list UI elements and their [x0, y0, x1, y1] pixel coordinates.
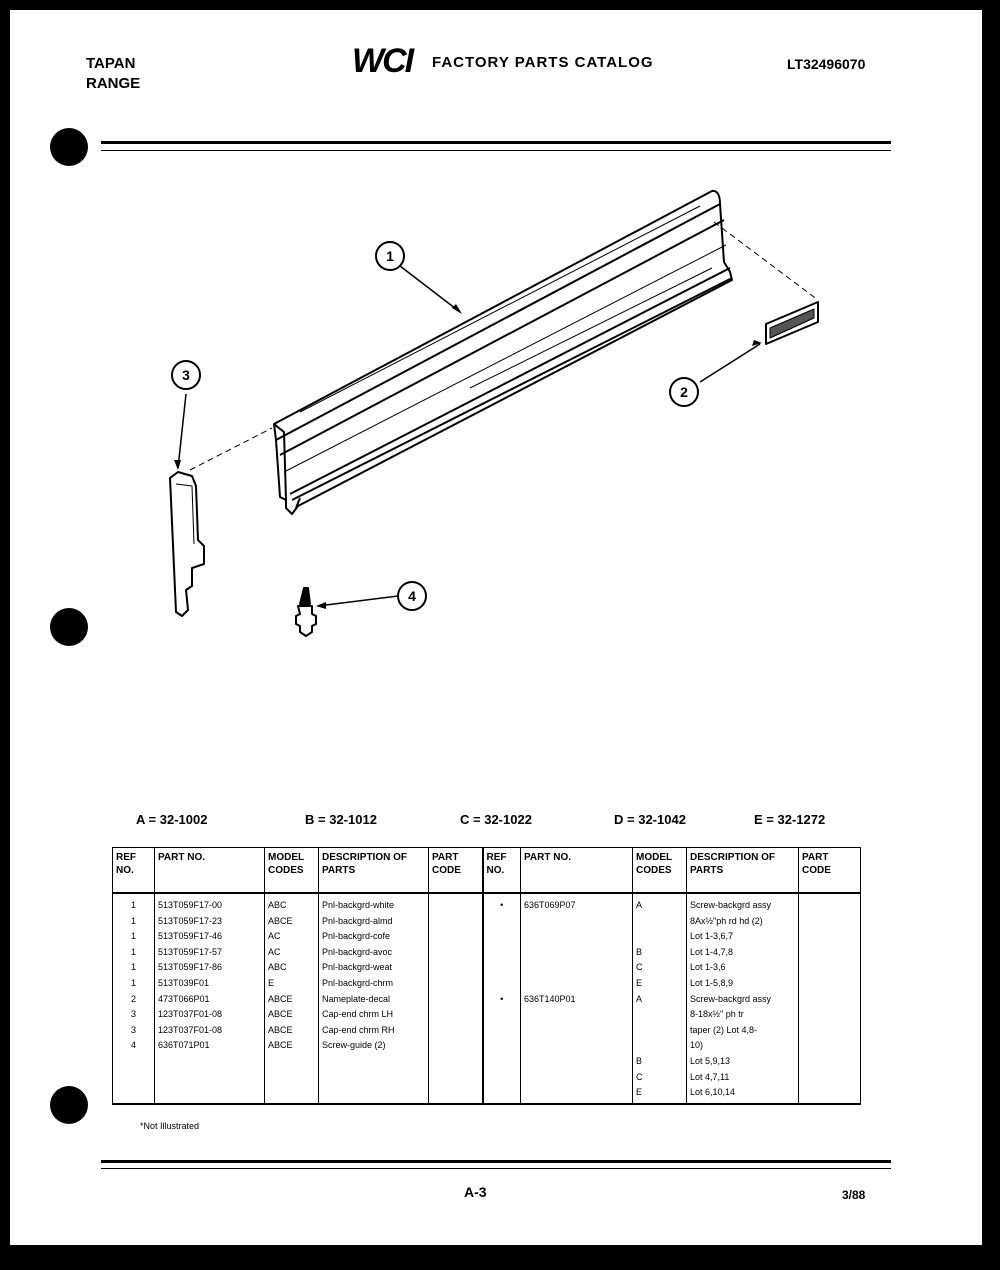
table-cell: 473T066P01 — [158, 993, 210, 1004]
product-name: RANGE — [86, 75, 141, 92]
table-cell: 513T059F17-57 — [158, 946, 223, 957]
table-cell: 1 — [130, 977, 136, 988]
header-part-code: PART CODE — [429, 848, 483, 894]
model-code-letter: C — [460, 812, 470, 827]
table-cell: AC — [268, 946, 281, 957]
model-code-e: E = 32-1272 — [754, 812, 826, 827]
footnote: *Not Illustrated — [140, 1121, 200, 1131]
table-cell: 123T037F01-08 — [158, 1009, 223, 1020]
catalog-number: LT32496070 — [787, 56, 866, 72]
table-cell: 8Ax½"ph rd hd (2) — [690, 915, 763, 926]
table-cell — [524, 1023, 629, 1039]
table-body-row — [113, 893, 861, 1104]
header-ref-no-right: REF NO. — [483, 848, 521, 894]
callout-2: 2 — [680, 384, 688, 400]
table-cell: Pnl-backgrd-avoc — [322, 946, 393, 957]
parts-table — [112, 847, 861, 1105]
table-cell: Pnl-backgrd-cofe — [322, 931, 391, 942]
model-code-letter: E — [754, 812, 763, 827]
table-cell: 513T059F17-46 — [158, 931, 223, 942]
table-cell: 4 — [130, 1040, 136, 1051]
wci-logo: WCI — [352, 42, 413, 80]
table-cell — [636, 929, 683, 945]
model-code-letter: B — [305, 812, 315, 827]
table-cell — [487, 1038, 518, 1054]
header-part-no: PART NO. — [155, 848, 265, 894]
model-code-a: A = 32-1002 — [136, 812, 208, 827]
table-cell: A — [636, 900, 643, 910]
table-cell: Cap-end chrm LH — [322, 1009, 394, 1020]
table-cell: ABCE — [268, 1024, 293, 1035]
table-cell — [487, 976, 518, 992]
table-cell: ABCE — [268, 915, 293, 926]
table-cell — [487, 1007, 518, 1023]
table-cell: taper (2) Lot 4,8- — [690, 1024, 758, 1035]
table-cell — [524, 1085, 629, 1101]
model-number: 32-1022 — [484, 812, 532, 827]
left-part-column — [155, 893, 265, 1104]
table-cell: 1 — [130, 915, 136, 926]
right-ref-column — [483, 893, 521, 1104]
backguard-panel-drawing — [274, 191, 732, 514]
table-cell — [487, 1054, 518, 1070]
table-cell: Lot 1-3,6 — [690, 962, 726, 973]
catalog-title: FACTORY PARTS CATALOG — [432, 54, 654, 71]
end-cap-drawing — [170, 472, 204, 616]
table-cell: ABCE — [268, 993, 293, 1004]
table-cell: 513T039F01 — [158, 977, 210, 988]
table-cell: 1 — [130, 962, 136, 973]
table-cell — [524, 929, 629, 945]
table-cell: A — [636, 993, 643, 1004]
table-cell: 8-18x½" ph tr — [690, 1009, 744, 1020]
model-number: 32-1042 — [638, 812, 686, 827]
table-cell: Nameplate-decal — [322, 993, 391, 1004]
table-cell: ABCE — [268, 1040, 293, 1051]
table-cell: 636T140P01 — [524, 993, 576, 1004]
table-cell: Lot 6,10,14 — [690, 1087, 736, 1098]
model-code-d: D = 32-1042 — [614, 812, 686, 827]
header-description: DESCRIPTION OF PARTS — [319, 848, 429, 894]
table-cell — [524, 945, 629, 961]
table-cell — [487, 1023, 518, 1039]
model-code-letter: A — [136, 812, 145, 827]
brand-name: TAPAN — [86, 55, 136, 72]
header-model-codes-right: MODEL CODES — [633, 848, 687, 894]
table-cell — [487, 960, 518, 976]
table-cell: AC — [268, 931, 281, 942]
table-cell: ABCE — [268, 1009, 293, 1020]
table-cell — [524, 976, 629, 992]
table-cell: C — [636, 962, 643, 973]
model-number: 32-1272 — [777, 812, 826, 827]
table-cell: Pnl-backgrd-weat — [322, 962, 393, 973]
table-cell: 513T059F17-00 — [158, 900, 223, 910]
table-cell — [524, 1007, 629, 1023]
table-cell: Lot 1-3,6,7 — [690, 931, 734, 942]
table-cell: Pnl-backgrd-chrm — [322, 977, 394, 988]
table-cell — [636, 1023, 683, 1039]
table-cell — [524, 1054, 629, 1070]
table-cell: 10) — [690, 1040, 704, 1051]
table-cell: B — [636, 1055, 643, 1066]
table-cell: Pnl-backgrd-almd — [322, 915, 393, 926]
table-cell: Lot 1-4,7,8 — [690, 946, 734, 957]
table-cell — [524, 1038, 629, 1054]
table-cell: C — [636, 1071, 643, 1082]
model-code-c: C = 32-1022 — [460, 812, 532, 827]
header-description-right: DESCRIPTION OF PARTS — [687, 848, 799, 894]
table-cell: Screw-guide (2) — [322, 1040, 386, 1051]
table-cell — [487, 945, 518, 961]
table-cell — [487, 1070, 518, 1086]
table-header-row — [113, 848, 861, 894]
table-cell: 636T071P01 — [158, 1040, 210, 1051]
left-model-column — [265, 893, 319, 1104]
footer-rule-thin — [101, 1168, 891, 1169]
table-cell — [487, 929, 518, 945]
table-cell: • — [500, 900, 504, 910]
table-cell: ABC — [268, 962, 287, 973]
model-code-b: B = 32-1012 — [305, 812, 377, 827]
table-cell: 123T037F01-08 — [158, 1024, 223, 1035]
table-cell — [524, 1070, 629, 1086]
table-cell: E — [268, 977, 275, 988]
table-cell: 1 — [130, 931, 136, 942]
right-part-column — [521, 893, 633, 1104]
table-cell — [636, 914, 683, 930]
table-cell: 3 — [130, 1024, 136, 1035]
page-number: A-3 — [464, 1184, 487, 1200]
nameplate-decal-drawing — [766, 302, 818, 344]
table-cell: Screw-backgrd assy — [690, 900, 772, 910]
table-cell — [636, 1038, 683, 1054]
screw-guide-drawing — [296, 588, 316, 636]
right-code-column — [799, 893, 861, 1104]
table-cell — [636, 1007, 683, 1023]
table-cell: 1 — [130, 946, 136, 957]
header-ref-no: REF NO. — [113, 848, 155, 894]
header-model-codes: MODEL CODES — [265, 848, 319, 894]
left-desc-column — [319, 893, 429, 1104]
footer-rule-thick — [101, 1160, 891, 1163]
table-cell — [487, 914, 518, 930]
table-cell — [524, 960, 629, 976]
table-cell: ABC — [268, 900, 287, 910]
revision-date: 3/88 — [842, 1188, 866, 1202]
callout-4: 4 — [408, 588, 416, 604]
table-cell — [487, 1085, 518, 1101]
table-cell: Cap-end chrm RH — [322, 1024, 395, 1035]
table-cell: E — [636, 977, 643, 988]
table-cell: 636T069P07 — [524, 900, 576, 910]
table-cell: Screw-backgrd assy — [690, 993, 772, 1004]
table-cell: Pnl-backgrd-white — [322, 900, 395, 910]
table-cell: E — [636, 1087, 643, 1098]
table-cell: 2 — [130, 993, 136, 1004]
table-cell: 3 — [130, 1009, 136, 1020]
table-cell: Lot 1-5,8,9 — [690, 977, 734, 988]
left-code-column — [429, 893, 483, 1104]
callout-3: 3 — [182, 367, 190, 383]
left-ref-column — [113, 893, 155, 1104]
right-model-column — [633, 893, 687, 1104]
header-part-code-right: PART CODE — [799, 848, 861, 894]
table-cell: • — [500, 993, 504, 1004]
table-cell: 1 — [130, 900, 136, 910]
callout-1: 1 — [386, 248, 394, 264]
model-code-letter: D — [614, 812, 624, 827]
model-number: 32-1002 — [159, 812, 208, 827]
table-cell — [524, 914, 629, 930]
right-desc-column — [687, 893, 799, 1104]
table-cell: 513T059F17-86 — [158, 962, 223, 973]
table-cell: B — [636, 946, 643, 957]
binder-hole-bottom — [50, 1086, 88, 1124]
model-number: 32-1012 — [329, 812, 377, 827]
table-cell: 513T059F17-23 — [158, 915, 223, 926]
table-cell: Lot 4,7,11 — [690, 1071, 730, 1082]
header-part-no-right: PART NO. — [521, 848, 633, 894]
table-cell: Lot 5,9,13 — [690, 1055, 731, 1066]
